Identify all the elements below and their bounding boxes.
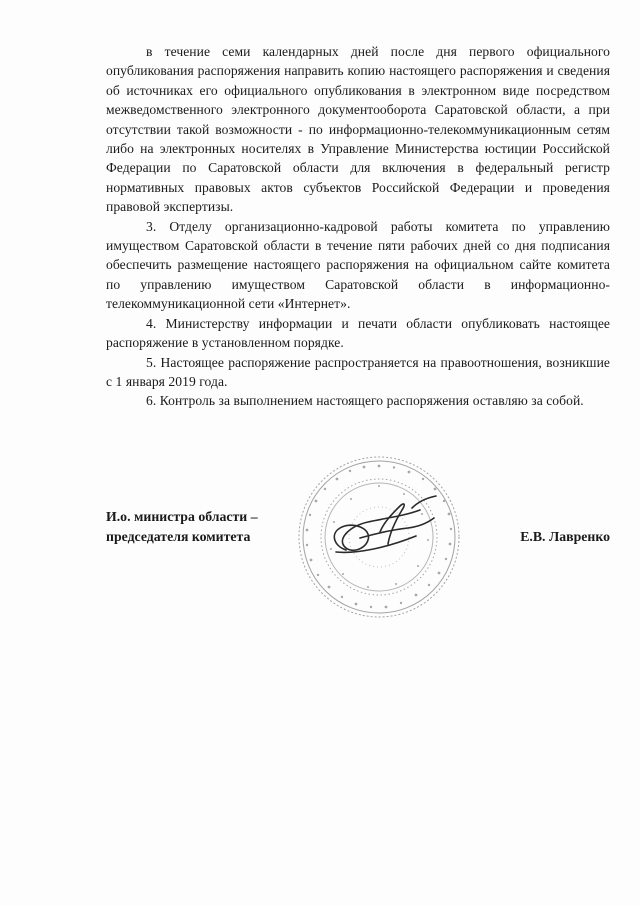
paragraph-item-4: 4. Министерству информации и печати области опубликовать настоящее распоряжение в установленном порядке. [106,315,610,351]
signatory-position-line-1: И.о. министра области – [106,509,258,524]
document-body [106,42,610,411]
handwritten-signature [316,488,442,568]
paragraph-item-5: 5. Настоящее распоряжение распространяется на правоотношения, возникшие с 1 января 2019 года. [106,354,610,389]
paragraph-item-3: 3. Отделу организационно-кадровой работы комитета по управлению имуществом Саратовской области в течение пяти рабочих дней со дня подписания обеспечить размещение настоящего распоряжения на официальном сайте комитета по управлению имуществом Саратовской области в информационно-телекоммуникационной сети «Интернет». [106,218,610,312]
paragraph-item-6: 6. Контроль за выполнением настоящего распоряжения оставляю за собой. [146,393,584,409]
signatory-position [106,507,258,547]
signatory-position-line-2: председателя комитета [106,529,251,544]
signatory-name: Е.В. Лавренко [520,529,610,544]
paragraph-continuation: в течение семи календарных дней после дня первого официального опубликования распоряжения направить копию настоящего распоряжения и сведения об источниках его официального опубликования в электронном виде посредством межведомственного электронного документооборота Саратовской области, а при отсутствии такой возможности - по информационно-телекоммуникационным сетям либо на электронных носителях в Управление Министерства юстиции Российской Федерации по Саратовской области для включения в федеральный регистр нормативных правовых актов субъектов Российской Федерации и проведения правовой экспертизы. [106,44,610,215]
